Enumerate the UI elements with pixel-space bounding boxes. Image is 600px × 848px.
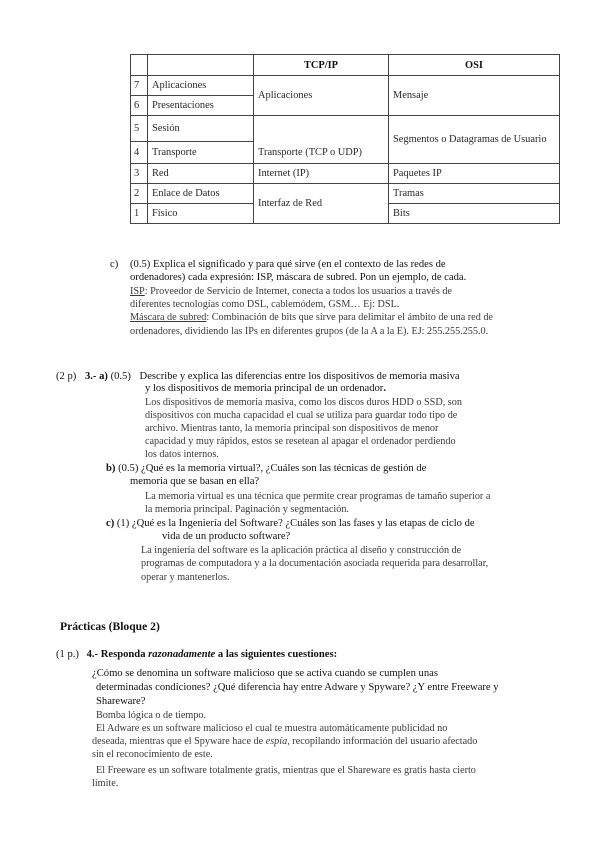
layer-num: 1 [131,204,148,224]
tcpip-osi-table [130,54,560,224]
layer-num: 7 [131,76,148,96]
tcpip-transporte: Transporte (TCP o UDP) [254,142,389,164]
answer-4-line: límite. [92,778,119,789]
question-4-line: ¿Cómo se denomina un software malicioso que se activa cuando se cumplen unas [92,668,438,679]
answer-3a-line: los datos internos. [145,449,219,460]
question-3b-line2: memoria que se basan en ella? [130,476,260,487]
osi-paquetes: Paquetes IP [389,164,560,184]
question-4-number: 4.- [86,649,99,660]
isp-term: ISP [130,286,145,297]
question-3-line2: y los dispositivos de memoria principal de un ordenador. [145,383,386,394]
header-osi: OSI [389,55,560,76]
question-3-points: (2 p) [56,371,77,382]
question-c-line2: ordenadores) cada expresión: ISP, máscara de subred. Pon un ejemplo, de cada. [130,272,467,283]
answer-mask-line1: Máscara de subred: Combinación de bits que sirve para delimitar el ámbito de una red de [130,312,493,323]
layer-name: Sesión [148,116,254,142]
tcpip-aplicaciones: Aplicaciones [254,76,389,116]
layer-num: 2 [131,184,148,204]
answer-3a-line: dispositivos con mucha capacidad el cual se utiliza para guardar todo tipo de [145,410,458,421]
question-3c-line1: c) (1) ¿Qué es la Ingeniería del Software? ¿Cuáles son las fases y las etapas de ciclo de [106,518,475,529]
answer-4-line: El Freeware es un software totalmente gratis, mientras que el Shareware es gratis hasta cierto [96,765,476,776]
question-3b-line1: b) (0.5) ¿Qué es la memoria virtual?, ¿Cuáles son las técnicas de gestión de [106,463,427,474]
answer-4-line: sin el reconocimiento de este. [92,749,213,760]
answer-3c-line: La ingeniería del software es la aplicación práctica al diseño y construcción de [141,545,462,556]
answer-3b-line: la memoria principal. Paginación y segmentación. [145,504,349,515]
question-3-number: 3.- a) [84,371,108,382]
layer-name: Transporte [148,142,254,164]
layer-num: 5 [131,116,148,142]
layer-name: Presentaciones [148,96,254,116]
tcpip-interfaz: Interfaz de Red [254,184,389,224]
answer-4-line: deseada, mientras que el Spyware hace de espía, recopilando información del usuario afectado [92,736,478,747]
layer-num: 6 [131,96,148,116]
osi-segmentos: Segmentos o Datagramas de Usuario [389,130,560,152]
answer-mask-line2: ordenadores, dividiendo las IPs en diferentes grupos (de la A a la E). EJ: 255.255.255.0. [130,326,489,337]
question-4-heading: (1 p.) 4.- Responda razonadamente a las siguientes cuestiones: [56,649,338,660]
question-c-label: c) [110,259,119,270]
layer-name: Enlace de Datos [148,184,254,204]
answer-3a-line: Los dispositivos de memoria masiva, como los discos duros HDD o SSD, son [145,397,462,408]
answer-4-line: El Adware es un software malicioso el cual te muestra automáticamente publicidad no [96,723,448,734]
answer-3b-line: La memoria virtual es una técnica que permite crear programas de tamaño superior a [145,491,491,502]
answer-3c-line: programas de computadora y a la documentación asociada requerida para desarrollar, [141,558,489,569]
answer-3c-line: operar y mantenerlos. [141,572,230,583]
osi-bits: Bits [389,204,560,224]
header-tcpip: TCP/IP [254,55,389,76]
section-title: Prácticas (Bloque 2) [60,620,160,633]
question-c-line1: (0.5) Explica el significado y para qué sirve (en el contexto de las redes de [130,259,446,270]
layer-name: Aplicaciones [148,76,254,96]
answer-isp-line2: diferentes tecnologías como DSL, cablemódem, GSM… Ej: DSL. [130,299,400,310]
answer-3a-line: capacidad y muy rápidos, estos se resetean al apagar el ordenador perdiendo [145,436,456,447]
answer-isp-line1: ISP: Proveedor de Servicio de Internet, conecta a todos los usuarios a través de [130,286,452,297]
layer-name: Red [148,164,254,184]
layer-name: Físico [148,204,254,224]
tcpip-internet: Internet (IP) [254,164,389,184]
answer-4-line: Bomba lógica o de tiempo. [96,710,207,721]
layer-num: 4 [131,142,148,164]
answer-3a-line: archivo. Mientras tanto, la memoria principal son dispositivos de menor [145,423,439,434]
question-4-line: determinadas condiciones? ¿Qué diferencia hay entre Adware y Spyware? ¿Y entre Freeware y [96,682,499,693]
question-4-line: Shareware? [96,696,146,707]
question-3c-line2: vida de un producto software? [162,531,291,542]
osi-tramas: Tramas [389,184,560,204]
question-3-line1: Describe y explica las diferencias entre los dispositivos de memoria masiva [139,371,460,382]
question-3-heading: (2 p) 3.- a) (0.5) Describe y explica las diferencias entre los dispositivos de memoria masiva [56,371,460,382]
osi-mensaje: Mensaje [389,76,560,116]
layer-num: 3 [131,164,148,184]
question-4-points: (1 p.) [56,649,79,660]
mask-term: Máscara de subred [130,312,207,323]
